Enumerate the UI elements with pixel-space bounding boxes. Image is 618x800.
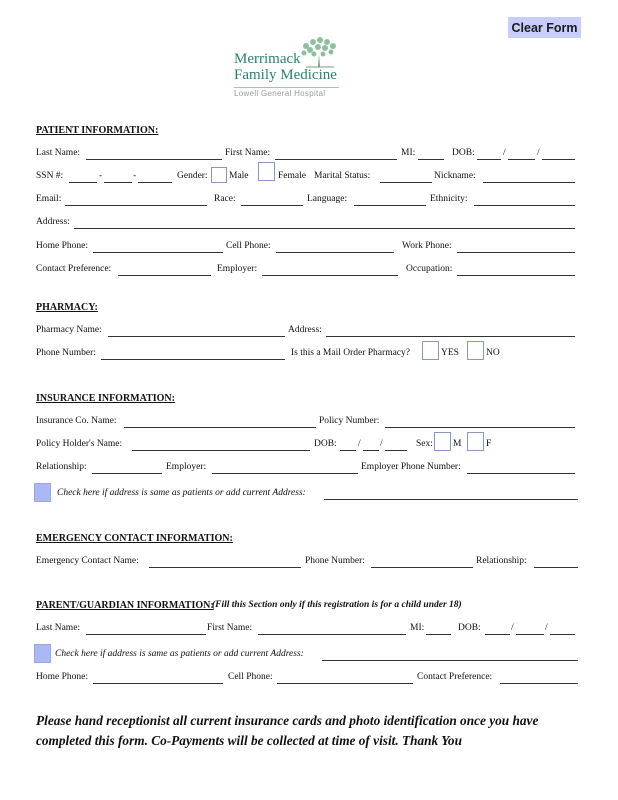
employer-label: Employer:	[217, 264, 258, 274]
dob-label: DOB:	[452, 148, 475, 158]
gender-label: Gender:	[177, 171, 208, 181]
mi-label: MI:	[401, 148, 416, 158]
insurance-employer-label: Employer:	[166, 462, 207, 472]
logo-line1: Merrimack	[234, 51, 301, 67]
guardian-address-field[interactable]	[322, 660, 578, 661]
patient-row-name	[36, 148, 578, 162]
language-label: Language:	[307, 194, 348, 204]
guardian-contact-pref-field[interactable]	[500, 683, 578, 684]
guardian-heading-title: PARENT/GUARDIAN INFORMATION:	[36, 600, 214, 611]
pharmacy-phone-label: Phone Number:	[36, 348, 96, 358]
ethnicity-field[interactable]	[474, 205, 575, 206]
first-name-field[interactable]	[275, 159, 397, 160]
ethnicity-label: Ethnicity:	[430, 194, 468, 204]
last-name-field[interactable]	[86, 159, 222, 160]
dob-year-field[interactable]	[542, 159, 575, 160]
yes-label: YES	[441, 348, 459, 358]
work-phone-field[interactable]	[457, 252, 575, 253]
race-label: Race:	[214, 194, 236, 204]
guardian-row-address	[36, 649, 578, 663]
insurance-company-label: Insurance Co. Name:	[36, 416, 117, 426]
guardian-first-name-field[interactable]	[258, 634, 406, 635]
guardian-dob-label: DOB:	[458, 623, 481, 633]
policy-holder-label: Policy Holder's Name:	[36, 439, 123, 449]
cell-phone-field[interactable]	[276, 252, 394, 253]
insurance-row-address	[36, 488, 578, 502]
dob-slash: /	[380, 439, 383, 449]
ssn-part2-field[interactable]	[104, 182, 132, 183]
holder-dob-day-field[interactable]	[363, 450, 379, 451]
policy-holder-field[interactable]	[132, 450, 310, 451]
ssn-part1-field[interactable]	[69, 182, 97, 183]
sex-f-checkbox[interactable]	[467, 432, 484, 451]
cell-phone-label: Cell Phone:	[226, 241, 271, 251]
logo-line2: Family Medicine	[234, 67, 337, 83]
employer-phone-label: Employer Phone Number:	[361, 462, 461, 472]
insurance-company-field[interactable]	[124, 427, 316, 428]
dob-slash: /	[358, 439, 361, 449]
ssn-dash: -	[99, 171, 103, 181]
guardian-mi-label: MI:	[410, 623, 425, 633]
guardian-row-name	[36, 623, 578, 637]
gender-female-checkbox[interactable]	[258, 162, 275, 181]
language-field[interactable]	[354, 205, 426, 206]
policy-number-label: Policy Number:	[319, 416, 380, 426]
guardian-cell-phone-label: Cell Phone:	[228, 672, 273, 682]
emergency-heading: EMERGENCY CONTACT INFORMATION:	[36, 533, 233, 544]
emergency-name-field[interactable]	[149, 567, 301, 568]
email-label: Email:	[36, 194, 62, 204]
address-label: Address:	[36, 217, 70, 227]
dob-slash: /	[503, 148, 506, 158]
pharmacy-heading: PHARMACY:	[36, 302, 98, 313]
nickname-label: Nickname:	[434, 171, 476, 181]
policy-number-field[interactable]	[385, 427, 575, 428]
dob-slash: /	[537, 148, 540, 158]
guardian-last-name-field[interactable]	[86, 634, 206, 635]
occupation-label: Occupation:	[406, 264, 453, 274]
ssn-dash: -	[133, 171, 137, 181]
logo-line3: Lowell General Hospital	[234, 89, 326, 98]
guardian-heading	[36, 600, 214, 611]
employer-field[interactable]	[262, 275, 398, 276]
holder-dob-label: DOB:	[314, 439, 337, 449]
footer-notice: Please hand receptionist all current insurance cards and photo identification once you have completed this form. Co-Payments will be collected at time of visit. Thank You	[36, 713, 539, 748]
insurance-heading: INSURANCE INFORMATION:	[36, 393, 175, 404]
insurance-same-address-label: Check here if address is same as patients or add current Address:	[57, 488, 306, 498]
holder-dob-year-field[interactable]	[385, 450, 407, 451]
emergency-row	[36, 556, 578, 570]
pharmacy-address-label: Address:	[288, 325, 322, 335]
guardian-same-address-checkbox[interactable]	[34, 644, 51, 663]
ssn-part3-field[interactable]	[138, 182, 172, 183]
guardian-first-name-label: First Name:	[207, 623, 253, 633]
emergency-phone-field[interactable]	[371, 567, 473, 568]
no-label: NO	[486, 348, 500, 358]
insurance-employer-field[interactable]	[212, 473, 358, 474]
mi-field[interactable]	[418, 159, 444, 160]
guardian-cell-phone-field[interactable]	[277, 683, 413, 684]
patient-row-ssn	[36, 171, 578, 185]
insurance-row-relationship	[36, 462, 578, 476]
guardian-home-phone-field[interactable]	[93, 683, 223, 684]
f-label: F	[486, 439, 492, 449]
patient-row-address	[36, 217, 578, 231]
tree-icon	[296, 36, 342, 68]
employer-phone-field[interactable]	[467, 473, 575, 474]
logo-divider	[234, 87, 339, 88]
insurance-row-company	[36, 416, 578, 430]
ssn-label: SSN #:	[36, 171, 64, 181]
nickname-field[interactable]	[483, 182, 575, 183]
dob-month-field[interactable]	[477, 159, 501, 160]
work-phone-label: Work Phone:	[402, 241, 452, 251]
home-phone-field[interactable]	[93, 252, 223, 253]
emergency-relationship-field[interactable]	[534, 567, 578, 568]
clear-form-button[interactable]: Clear Form	[508, 17, 581, 38]
first-name-label: First Name:	[225, 148, 271, 158]
address-field[interactable]	[74, 228, 575, 229]
patient-row-email	[36, 194, 578, 208]
mail-order-no-checkbox[interactable]	[467, 341, 484, 360]
guardian-last-name-label: Last Name:	[36, 623, 81, 633]
sex-label: Sex:	[416, 439, 433, 449]
contact-preference-label: Contact Preference:	[36, 264, 112, 274]
female-label: Female	[278, 171, 306, 181]
marital-status-label: Marital Status:	[314, 171, 371, 181]
guardian-mi-field[interactable]	[426, 634, 451, 635]
pharmacy-name-field[interactable]	[108, 336, 285, 337]
gender-male-checkbox[interactable]	[211, 167, 227, 183]
insurance-address-field[interactable]	[324, 499, 578, 500]
marital-status-field[interactable]	[380, 182, 432, 183]
sex-m-checkbox[interactable]	[434, 432, 451, 451]
email-field[interactable]	[65, 205, 207, 206]
guardian-row-phones	[36, 672, 578, 686]
pharmacy-address-field[interactable]	[326, 336, 575, 337]
home-phone-label: Home Phone:	[36, 241, 88, 251]
pharmacy-row-name	[36, 325, 578, 339]
emergency-phone-label: Phone Number:	[305, 556, 365, 566]
male-label: Male	[229, 171, 249, 181]
emergency-name-label: Emergency Contact Name:	[36, 556, 139, 566]
guardian-note: (Fill this Section only if this registration is for a child under 18)	[212, 600, 462, 610]
patient-row-phones	[36, 241, 578, 255]
guardian-contact-pref-label: Contact Preference:	[417, 672, 493, 682]
guardian-same-address-label: Check here if address is same as patients or add current Address:	[55, 649, 304, 659]
guardian-home-phone-label: Home Phone:	[36, 672, 88, 682]
dob-day-field[interactable]	[508, 159, 535, 160]
patient-row-employment	[36, 264, 578, 278]
pharmacy-phone-field[interactable]	[101, 359, 285, 360]
last-name-label: Last Name:	[36, 148, 81, 158]
relationship-label: Relationship:	[36, 462, 87, 472]
pharmacy-name-label: Pharmacy Name:	[36, 325, 102, 335]
race-field[interactable]	[241, 205, 303, 206]
pharmacy-row-phone	[36, 348, 578, 362]
insurance-same-address-checkbox[interactable]	[34, 483, 51, 502]
guardian-dob-year-field[interactable]	[550, 634, 575, 635]
holder-dob-month-field[interactable]	[340, 450, 356, 451]
guardian-dob-month-field[interactable]	[485, 634, 510, 635]
dob-slash: /	[511, 623, 514, 633]
mail-order-label: Is this a Mail Order Pharmacy?	[291, 348, 410, 358]
logo	[234, 36, 344, 100]
m-label: M	[453, 439, 462, 449]
dob-slash: /	[545, 623, 548, 633]
relationship-field[interactable]	[92, 473, 162, 474]
patient-heading: PATIENT INFORMATION:	[36, 125, 159, 136]
emergency-relationship-label: Relationship:	[476, 556, 527, 566]
guardian-dob-day-field[interactable]	[516, 634, 544, 635]
occupation-field[interactable]	[457, 275, 575, 276]
contact-preference-field[interactable]	[118, 275, 211, 276]
insurance-row-holder	[36, 439, 578, 453]
mail-order-yes-checkbox[interactable]	[422, 341, 439, 360]
